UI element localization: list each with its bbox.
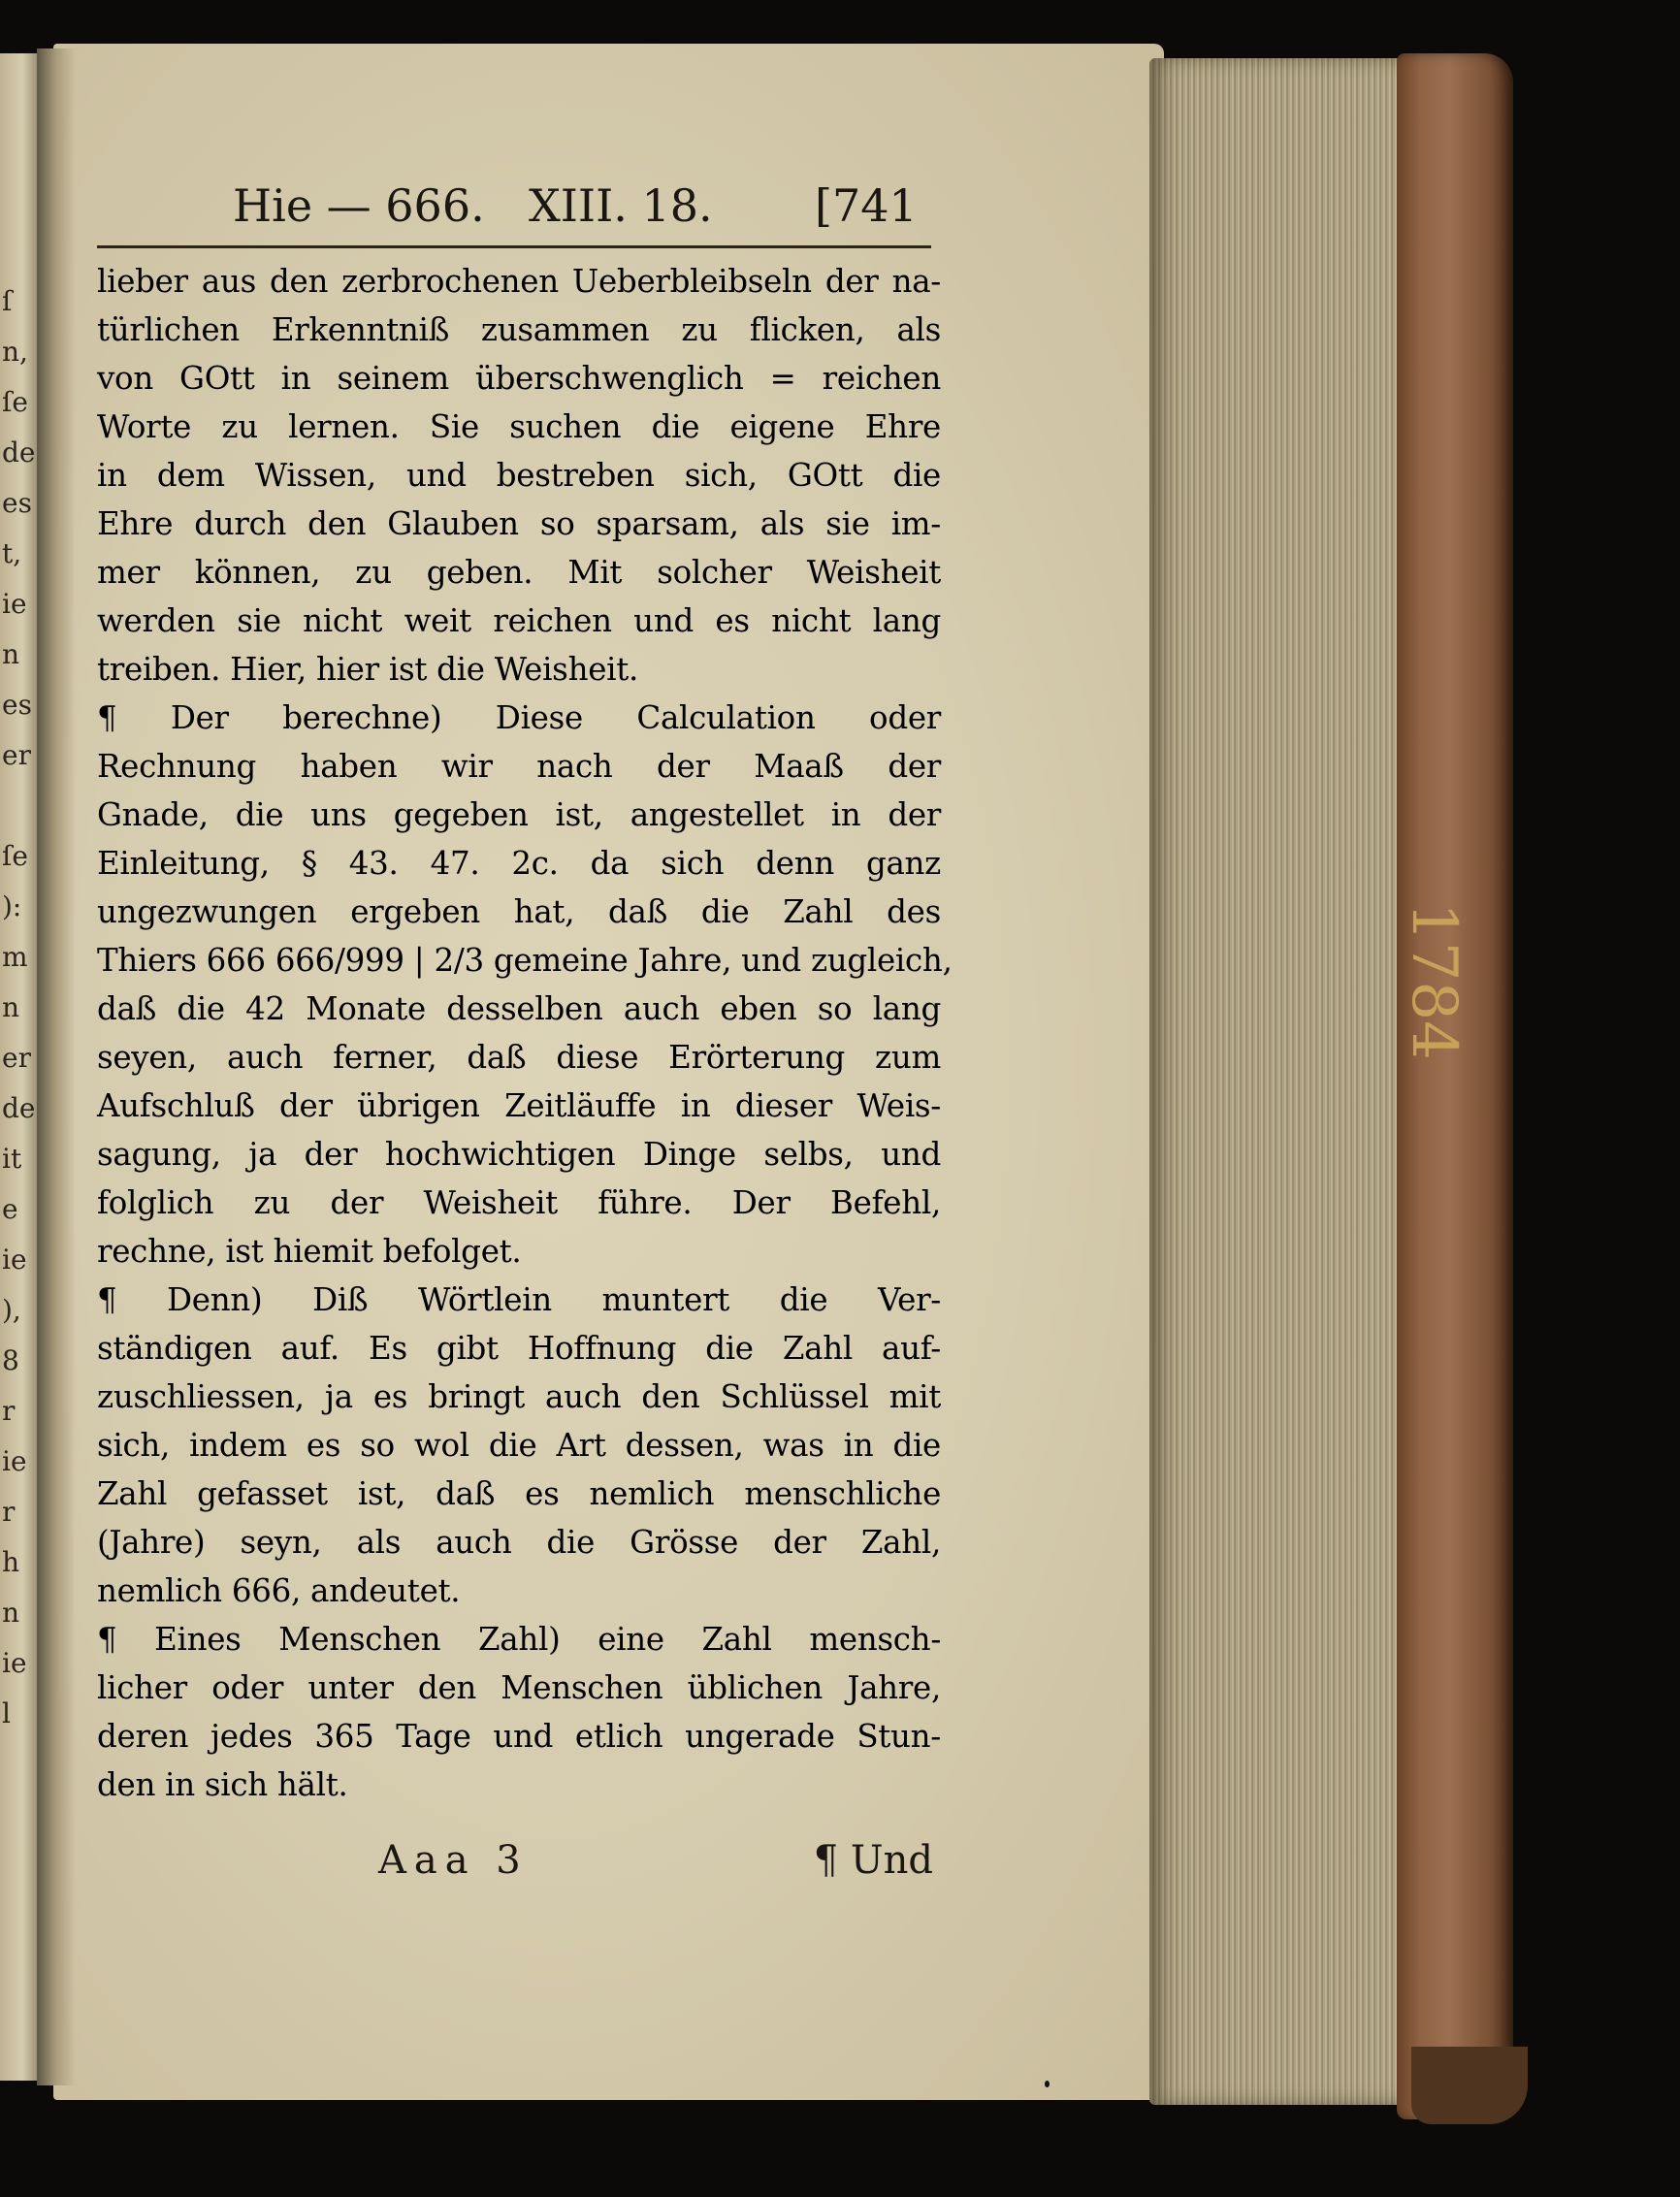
text-line: werden sie nicht weit reichen und es nicht lang — [97, 602, 941, 639]
text-line: ¶ Denn) Diß Wörtlein muntert die Ver- — [97, 1281, 941, 1318]
text-line: ungezwungen ergeben hat, daß die Zahl des — [97, 893, 941, 930]
text-line: Gnade, die uns gegeben ist, angestellet in der — [97, 796, 941, 833]
text-line: mer können, zu geben. Mit solcher Weisheit — [97, 554, 941, 591]
text-line: sich, indem es so wol die Art dessen, was in die — [97, 1427, 941, 1464]
text-line: von GOtt in seinem überschwenglich = reichen — [97, 360, 941, 397]
left-facing-page — [0, 53, 41, 2081]
header-signature: Hie — 666. — [233, 179, 485, 232]
text-line: sagung, ja der hochwichtigen Dinge selbs, und — [97, 1136, 941, 1173]
page-edges — [1149, 58, 1411, 2105]
text-line: Zahl gefasset ist, daß es nemlich menschliche — [97, 1475, 941, 1512]
text-line: ständigen auf. Es gibt Hoffnung die Zahl auf- — [97, 1330, 941, 1367]
text-line: Einleitung, § 43. 47. 2c. da sich denn ganz — [97, 845, 941, 882]
running-header — [175, 179, 951, 238]
text-line: türlichen Erkenntniß zusammen zu flicken, als — [97, 311, 941, 348]
header-chapter-verse: XIII. 18. — [529, 179, 713, 232]
leather-spine — [1397, 53, 1513, 2119]
page-number: [741 — [815, 179, 918, 232]
text-line: Ehre durch den Glauben so sparsam, als sie im- — [97, 505, 941, 542]
text-line: den in sich hält. — [97, 1766, 348, 1803]
text-line: licher oder unter den Menschen üblichen Jahre, — [97, 1669, 941, 1706]
spine-year-label — [1375, 902, 1492, 960]
text-line: zuschliessen, ja es bringt auch den Schlüssel mit — [97, 1378, 941, 1415]
text-line: Thiers 666 666/999 | 2/3 gemeine Jahre, und zugleich, — [97, 942, 953, 979]
ink-speck — [1045, 2081, 1050, 2087]
text-line: rechne, ist hiemit befolget. — [97, 1233, 522, 1270]
signature-mark: Aaa 3 — [378, 1838, 529, 1883]
gutter-shadow — [37, 48, 76, 2085]
header-rule — [97, 245, 931, 248]
text-line: daß die 42 Monate desselben auch eben so lang — [97, 990, 941, 1027]
text-line: Worte zu lernen. Sie suchen die eigene Ehre — [97, 408, 941, 445]
text-line: lieber aus den zerbrochenen Ueberbleibseln der na- — [97, 263, 941, 300]
spine-bottom-edge — [1411, 2047, 1528, 2124]
catchword: ¶ Und — [813, 1838, 933, 1883]
left-page-margin-text: ſ n, ſe de es t, ie n es er ſe ): m n er de it e ie ), 8 r ie r h n ie l — [2, 285, 36, 1729]
text-line: deren jedes 365 Tage und etlich ungerade Stun- — [97, 1718, 941, 1755]
text-line: nemlich 666, andeutet. — [97, 1572, 461, 1609]
text-line: Aufschluß der übrigen Zeitläuffe in dieser Weis- — [97, 1087, 941, 1124]
text-line: (Jahre) seyn, als auch die Grösse der Zahl, — [97, 1524, 941, 1561]
text-line: Rechnung haben wir nach der Maaß der — [97, 748, 941, 785]
page-footer — [378, 1838, 941, 1896]
text-line: seyen, auch ferner, daß diese Erörterung zum — [97, 1039, 941, 1076]
text-line: treiben. Hier, hier ist die Weisheit. — [97, 651, 639, 688]
text-line: ¶ Der berechne) Diese Calculation oder — [97, 699, 941, 736]
text-line: in dem Wissen, und bestreben sich, GOtt die — [97, 457, 941, 494]
body-text — [97, 257, 953, 1809]
text-line: ¶ Eines Menschen Zahl) eine Zahl mensch- — [97, 1621, 941, 1658]
text-line: folglich zu der Weisheit führe. Der Befehl, — [97, 1184, 941, 1221]
